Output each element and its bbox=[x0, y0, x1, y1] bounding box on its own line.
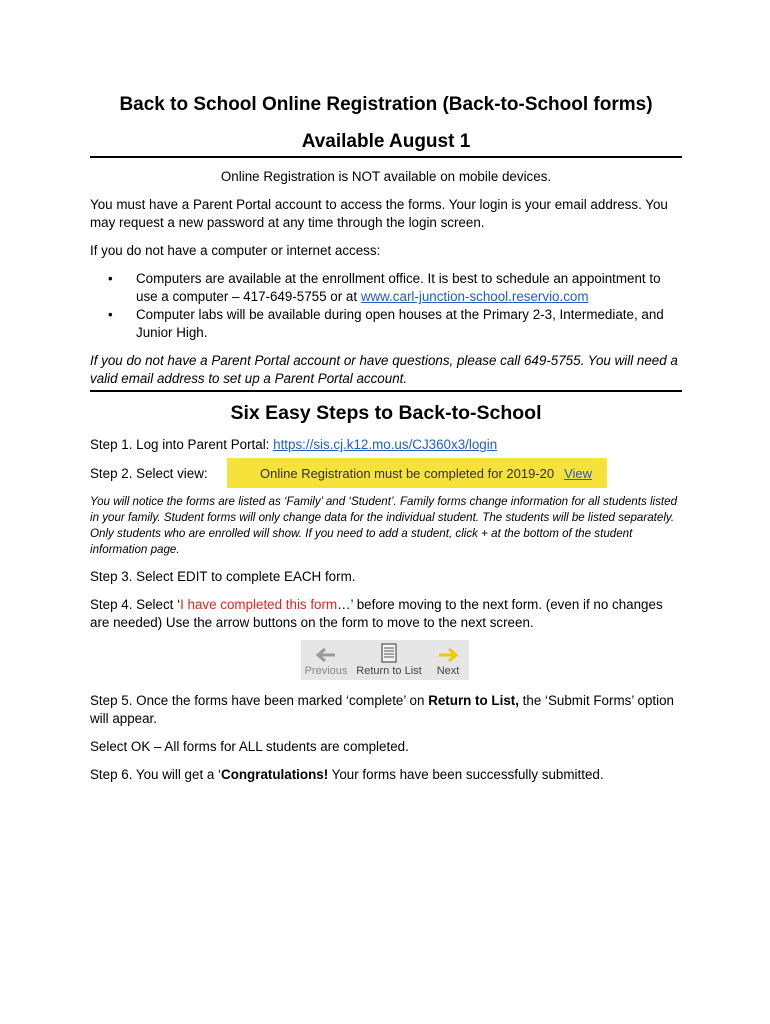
divider-middle bbox=[90, 390, 682, 392]
step-2: Step 2. Select view: bbox=[90, 466, 208, 481]
return-to-list-label: Return to List, bbox=[428, 693, 519, 708]
previous-button[interactable] bbox=[301, 640, 351, 680]
login-note: You must have a Parent Portal account to access the forms. Your login is your email address. You may request a new password at any time through the login screen. bbox=[90, 197, 668, 230]
step-6-pre: Step 6. You will get a ‘ bbox=[90, 767, 222, 782]
step-4-post: …’ before moving to the next form. (even if no changes are needed) Use the arrow buttons on the form to move to the next screen. bbox=[90, 597, 663, 630]
step-1-text: Step 1. Log into Parent Portal: bbox=[90, 437, 274, 452]
mobile-note: Online Registration is NOT available on mobile devices. bbox=[220, 169, 552, 184]
step-4-pre: Step 4. Select ‘ bbox=[90, 597, 181, 612]
parent-portal-link[interactable]: https://sis.cj.k12.mo.us/CJ360x3/login bbox=[273, 437, 498, 452]
reservio-link[interactable]: www.carl-junction-school.reservio.com bbox=[360, 289, 589, 304]
divider-top bbox=[90, 156, 682, 158]
step-6 bbox=[90, 766, 682, 784]
select-ok-note: Select OK – All forms for ALL students are completed. bbox=[90, 739, 409, 754]
bullet-icon: • bbox=[108, 271, 113, 286]
page-subtitle: Available August 1 bbox=[301, 131, 471, 152]
step-6-post: Your forms have been successfully submitted. bbox=[328, 767, 604, 782]
arrow-right-icon bbox=[437, 647, 459, 663]
previous-label: Previous bbox=[304, 665, 348, 677]
page-title: Back to School Online Registration (Back-to-School forms) bbox=[119, 94, 653, 115]
step-5 bbox=[90, 692, 682, 728]
form-nav-toolbar bbox=[301, 640, 469, 680]
next-button[interactable] bbox=[427, 640, 469, 680]
step-4 bbox=[90, 596, 682, 632]
banner-message: Online Registration must be completed for 2019-20 bbox=[260, 465, 555, 481]
no-computer-note: If you do not have a computer or internet access: bbox=[90, 243, 381, 258]
registration-banner bbox=[227, 458, 607, 488]
view-link[interactable]: View bbox=[564, 465, 593, 481]
list-item bbox=[90, 306, 682, 342]
congratulations-label: Congratulations! bbox=[221, 767, 329, 782]
forms-note: You will notice the forms are listed as ‘Family’ and ‘Student’. Family forms change information for all students listed in your family. Student forms will only change data for the individual student. The students will be listed separately. Only students who are enrolled will show. If you need to add a student, click + at the bottom of the student information page. bbox=[90, 495, 678, 556]
bullet-icon: • bbox=[108, 307, 113, 322]
completed-form-label: I have completed this form bbox=[180, 597, 338, 612]
step-1 bbox=[90, 436, 682, 454]
step-5-post: the ‘Submit Forms’ option will appear. bbox=[90, 693, 674, 726]
steps-heading: Six Easy Steps to Back-to-School bbox=[230, 402, 542, 424]
list-icon bbox=[380, 643, 398, 663]
arrow-left-icon bbox=[315, 647, 337, 663]
bullet-text: Computers are available at the enrollment office. It is best to schedule an appointment to use a computer – 417-649-5755 or at bbox=[136, 271, 661, 304]
portal-note: If you do not have a Parent Portal account or have questions, please call 649-5755. You will need a valid email address to set up a Parent Portal account. bbox=[90, 353, 678, 386]
bullet-text: Computer labs will be available during open houses at the Primary 2-3, Intermediate, and Junior High. bbox=[136, 307, 664, 340]
access-options-list bbox=[90, 270, 682, 342]
return-to-list-button[interactable] bbox=[351, 640, 427, 680]
step-5-pre: Step 5. Once the forms have been marked ‘complete’ on bbox=[90, 693, 429, 708]
step-3: Step 3. Select EDIT to complete EACH form. bbox=[90, 569, 356, 584]
list-item bbox=[90, 270, 682, 306]
next-label: Next bbox=[436, 665, 460, 677]
return-label: Return to List bbox=[356, 665, 422, 677]
